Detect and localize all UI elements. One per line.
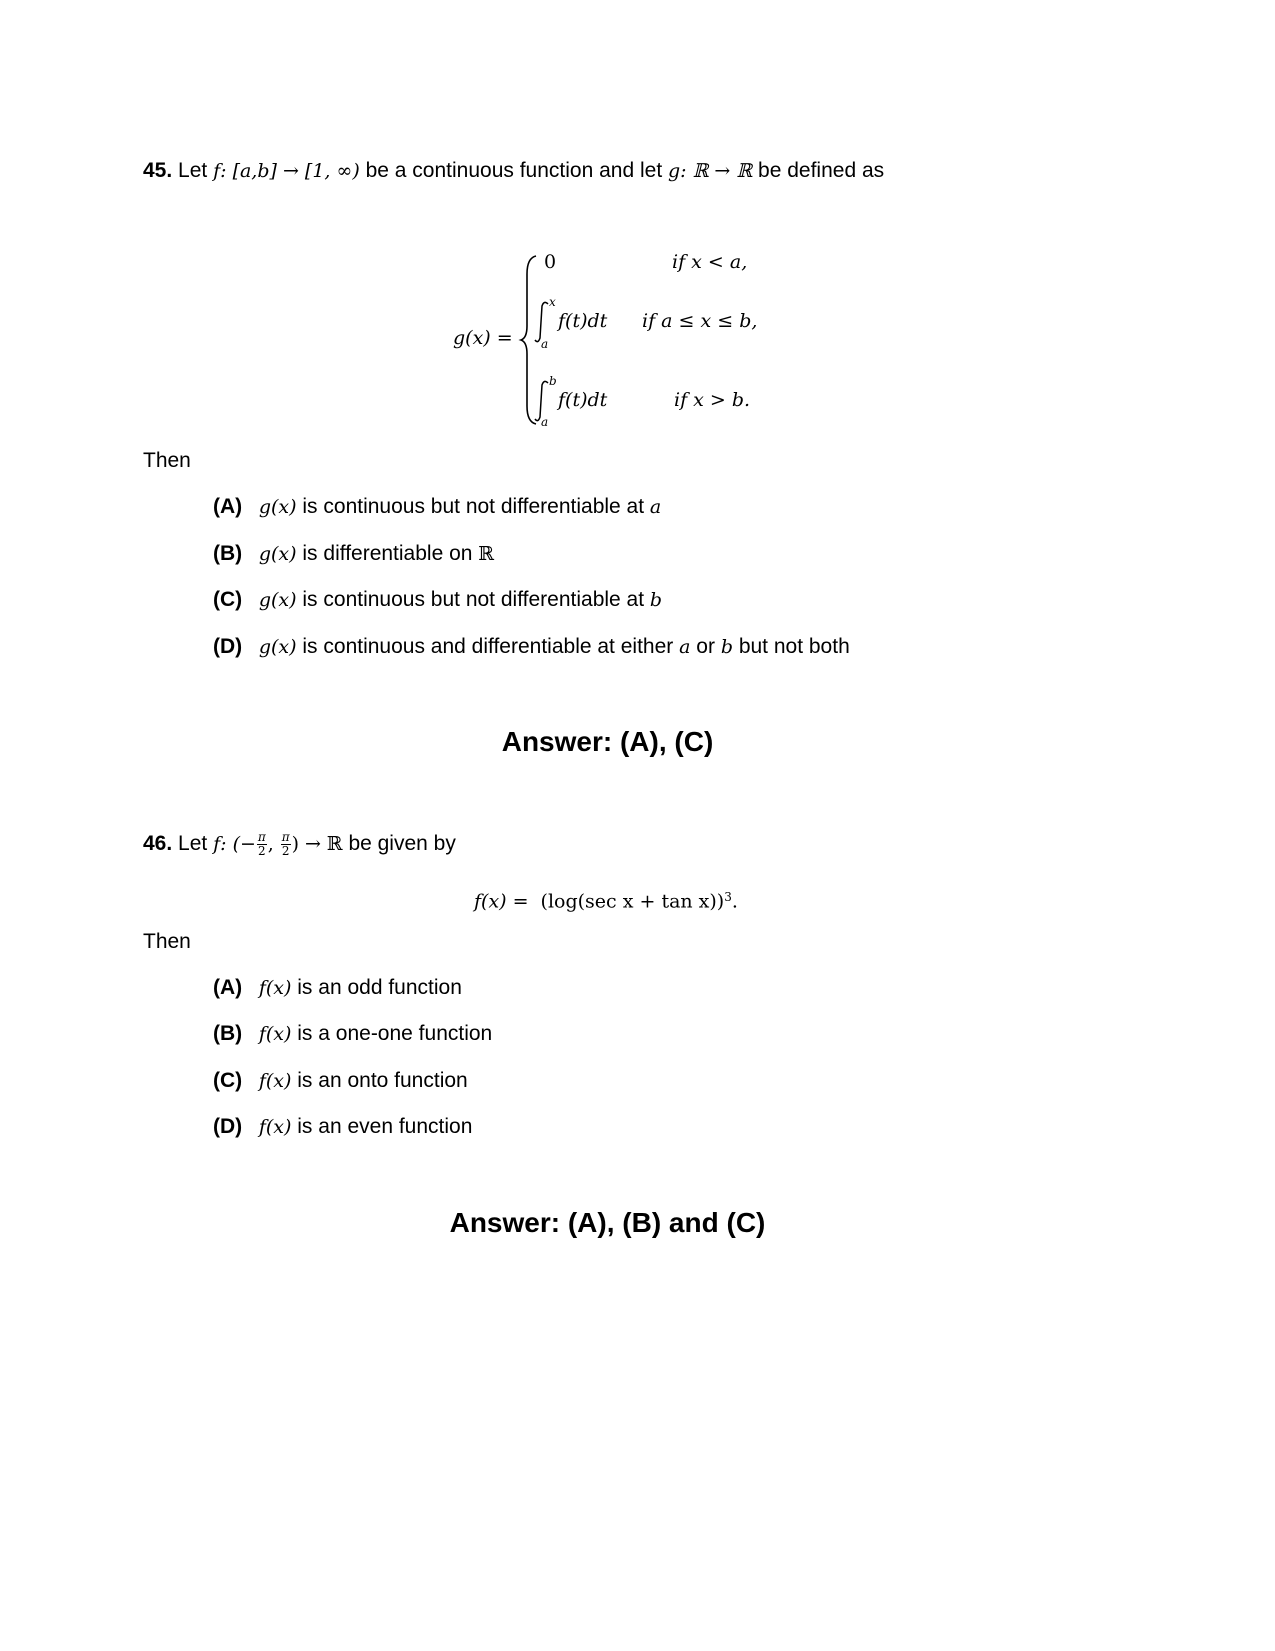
frac-den: 2 [281, 843, 290, 858]
formula-exponent: 3 [724, 890, 732, 904]
frac-den: 2 [258, 843, 266, 858]
q45-option-a [213, 493, 661, 521]
option-math: g(x) [258, 636, 297, 658]
option-label: (A) [213, 976, 243, 999]
option-math: f(x) [258, 1070, 292, 1092]
option-text: is differentiable on [302, 542, 473, 565]
integral-upper: x [549, 295, 556, 309]
q45-intro-end: be defined as [758, 159, 885, 182]
option-text: is a one-one function [297, 1022, 493, 1045]
q45-intro-mid: be a continuous function and let [365, 159, 663, 182]
q46-f-pre: f: (− [213, 833, 256, 855]
option-label: (D) [213, 1115, 243, 1138]
option-math: f(x) [258, 1116, 292, 1138]
formula-rhs: (log(sec x + tan x)) [540, 890, 725, 913]
case-2-expr: f(t)dt [558, 310, 608, 332]
case-3-cond: if x > b. [674, 389, 751, 411]
option-label: (B) [213, 542, 243, 565]
option-text: is an onto function [297, 1069, 468, 1092]
q45-option-c [213, 586, 662, 614]
option-text: is continuous and differentiable at either [302, 635, 674, 658]
option-label: (D) [213, 635, 243, 658]
option-tail-text: but not both [738, 635, 850, 658]
option-tail-math-2: b [720, 636, 733, 658]
q45-g-mapping: g: ℝ → ℝ [668, 160, 753, 182]
option-math: g(x) [258, 543, 297, 565]
case-1-expr: 0 [544, 251, 557, 273]
q46-option-d [213, 1113, 472, 1141]
q46-intro-end: be given by [348, 832, 456, 855]
option-tail-math: a [679, 636, 691, 658]
option-or: or [696, 635, 715, 658]
option-text: is an odd function [297, 976, 462, 999]
integral-lower: a [541, 415, 549, 429]
formula-lhs: f(x) = [474, 890, 529, 913]
q46-f-post: ) → [291, 833, 321, 855]
fraction-pi-over-2 [257, 831, 267, 858]
option-math: f(x) [258, 977, 292, 999]
q45-option-b [213, 540, 494, 568]
fraction-pi-over-2 [281, 831, 291, 858]
option-label: (C) [213, 1069, 243, 1092]
option-label: (B) [213, 1022, 243, 1045]
frac-comma: , [267, 833, 274, 855]
q46-option-c [213, 1067, 468, 1095]
q46-answer: Answer: (A), (B) and (C) [449, 1207, 766, 1238]
frac-num: π [281, 829, 290, 844]
q45-option-d [213, 633, 850, 661]
option-text: is continuous but not differentiable at [302, 588, 645, 611]
piecewise-lhs: g(x) = [453, 327, 513, 349]
case-2-cond: if a ≤ x ≤ b, [642, 310, 758, 332]
q45-then: Then [143, 449, 191, 472]
q46-formula [474, 883, 738, 917]
q46-intro-let: Let [178, 832, 208, 855]
q46-then: Then [143, 930, 191, 953]
q46-option-a [213, 974, 462, 1002]
q46-statement [143, 830, 456, 858]
option-math: g(x) [258, 589, 297, 611]
option-tail-math: b [649, 589, 663, 611]
q45-number: 45. [143, 159, 173, 182]
q46-option-b [213, 1020, 492, 1048]
option-text: is continuous but not differentiable at [302, 495, 645, 518]
case-3-expr: f(t)dt [558, 389, 608, 411]
option-math: g(x) [258, 496, 297, 518]
option-label: (C) [213, 588, 243, 611]
option-text: is an even function [297, 1115, 473, 1138]
q45-answer: Answer: (A), (C) [501, 726, 714, 757]
q46-codomain: ℝ [326, 833, 343, 855]
case-1-cond: if x < a, [672, 251, 748, 273]
integral-upper: b [549, 374, 557, 388]
formula-end: . [731, 890, 738, 913]
q45-intro-let: Let [178, 159, 208, 182]
frac-num: π [257, 829, 266, 844]
q45-f-mapping: f: [a,b] → [1, ∞) [213, 160, 360, 182]
q45-statement [143, 157, 884, 185]
integral-lower: a [541, 337, 549, 351]
option-math: f(x) [258, 1023, 292, 1045]
q46-number: 46. [143, 832, 173, 855]
option-tail-math: a [649, 496, 662, 518]
option-tail-math: ℝ [478, 543, 495, 565]
option-label: (A) [213, 495, 243, 518]
